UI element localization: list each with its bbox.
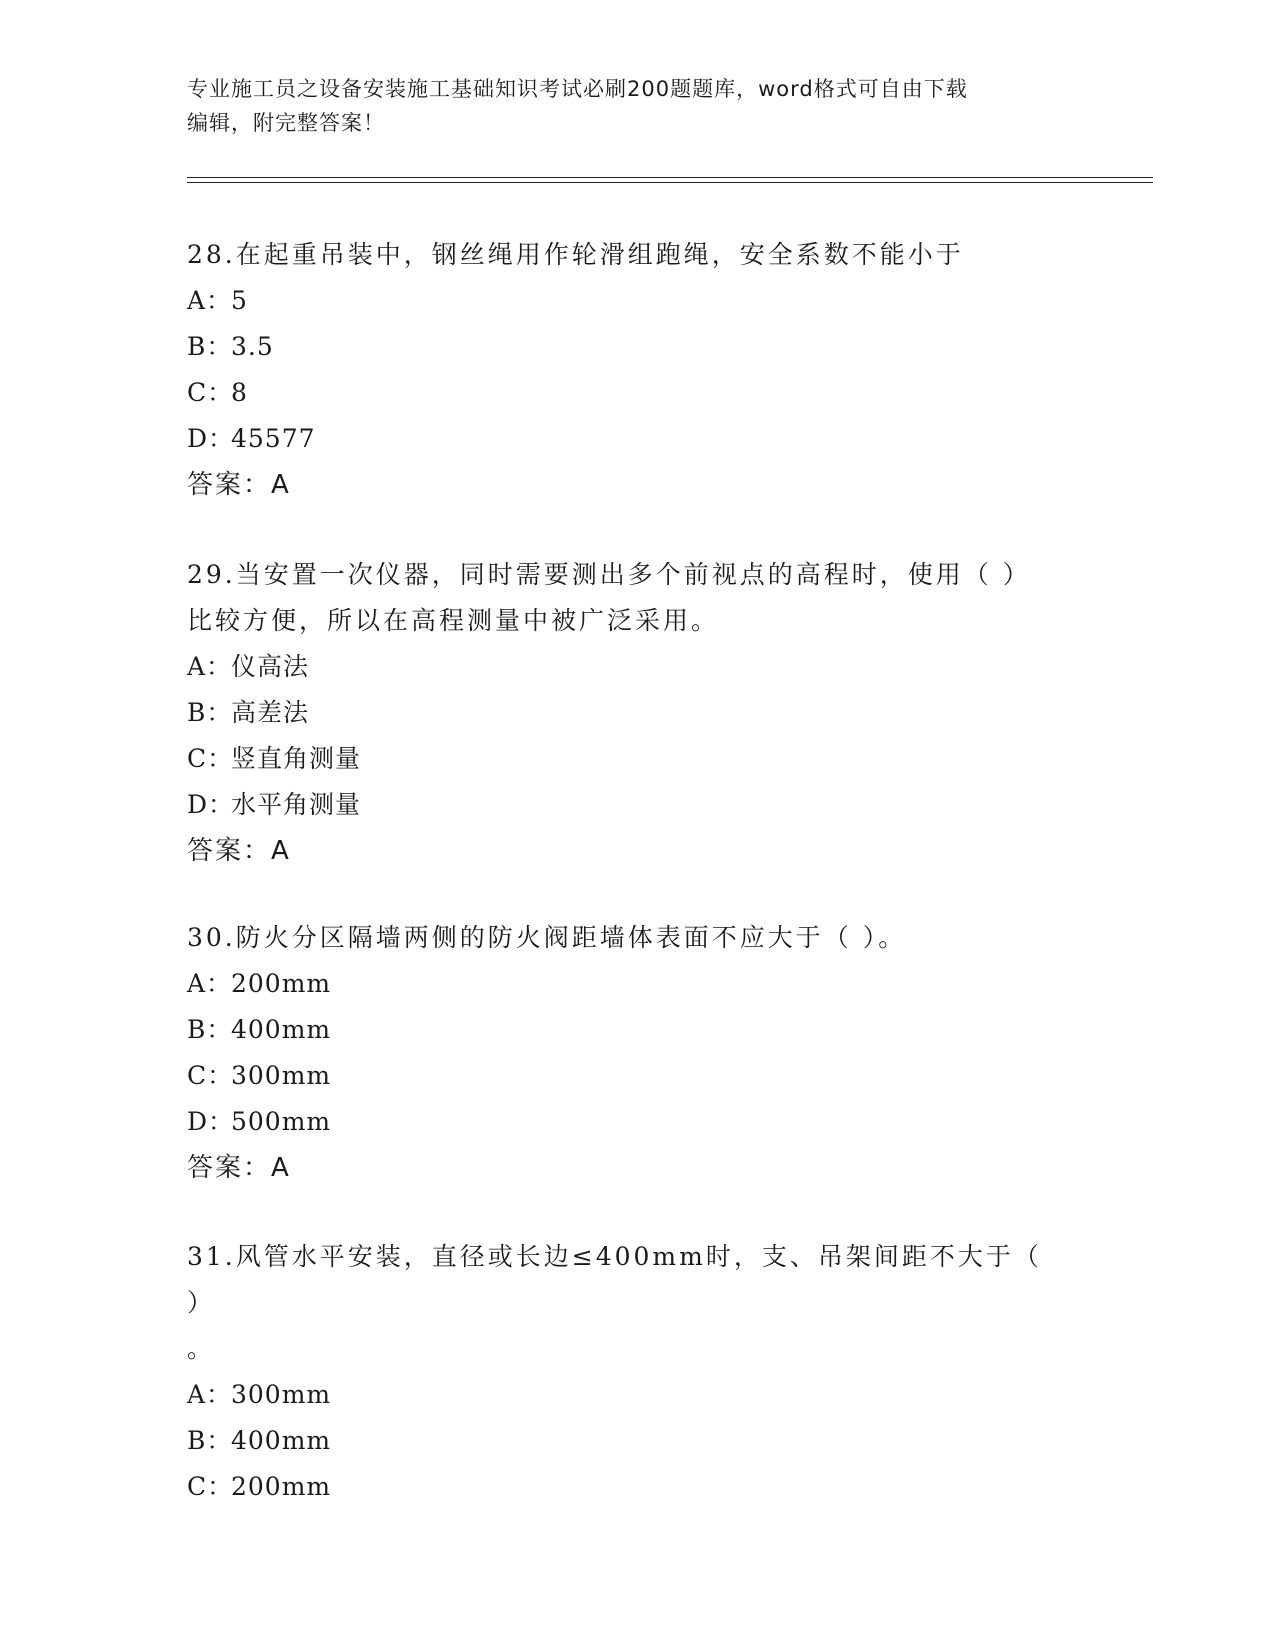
option-letter: C： bbox=[187, 378, 234, 407]
option-text: 500mm bbox=[231, 1107, 332, 1136]
option-letter: D： bbox=[187, 424, 235, 453]
header-line-1: 专业施工员之设备安装施工基础知识考试必刷200题题库，word格式可自由下载 bbox=[187, 77, 968, 101]
option-c bbox=[187, 1053, 1067, 1099]
option-text: 高差法 bbox=[231, 698, 310, 727]
option-letter: C： bbox=[187, 744, 234, 773]
question-stem-continued: 。 bbox=[187, 1334, 216, 1363]
option-letter: B： bbox=[187, 1426, 233, 1455]
answer: 答案：A bbox=[187, 836, 291, 866]
option-b bbox=[187, 690, 1067, 736]
option-a bbox=[187, 961, 1067, 1007]
option-d bbox=[187, 782, 1067, 828]
question-stem: 31.风管水平安装，直径或长边≤400mm时，支、吊架间距不大于（ ） bbox=[187, 1242, 1042, 1317]
option-text: 300mm bbox=[231, 1380, 332, 1409]
answer: 答案：A bbox=[187, 1153, 291, 1183]
option-c bbox=[187, 1464, 1067, 1510]
question-stem: 28.在起重吊装中，钢丝绳用作轮滑组跑绳，安全系数不能小于 bbox=[187, 240, 964, 269]
option-a bbox=[187, 644, 1067, 690]
option-d bbox=[187, 1099, 1067, 1145]
option-c bbox=[187, 736, 1067, 782]
option-text: 400mm bbox=[231, 1426, 332, 1455]
question-31 bbox=[187, 1234, 1067, 1510]
option-b bbox=[187, 1007, 1067, 1053]
question-stem-continued: 比较方便，所以在高程测量中被广泛采用。 bbox=[187, 606, 720, 635]
option-text: 仪高法 bbox=[231, 652, 310, 681]
option-letter: C： bbox=[187, 1472, 234, 1501]
option-letter: A： bbox=[187, 969, 233, 998]
option-text: 竖直角测量 bbox=[231, 744, 362, 773]
option-a bbox=[187, 278, 1067, 324]
option-d bbox=[187, 416, 1067, 462]
option-text: 200mm bbox=[231, 969, 332, 998]
question-28 bbox=[187, 232, 1067, 508]
header-divider-bottom bbox=[187, 182, 1153, 183]
option-letter: B： bbox=[187, 332, 233, 361]
option-letter: C： bbox=[187, 1061, 234, 1090]
option-letter: A： bbox=[187, 1380, 233, 1409]
question-stem: 30.防火分区隔墙两侧的防火阀距墙体表面不应大于（ ）。 bbox=[187, 923, 907, 952]
option-text: 8 bbox=[231, 378, 248, 407]
option-letter: B： bbox=[187, 1015, 233, 1044]
option-text: 400mm bbox=[231, 1015, 332, 1044]
option-letter: D： bbox=[187, 790, 235, 819]
option-letter: B： bbox=[187, 698, 233, 727]
question-30 bbox=[187, 915, 1067, 1191]
document-header bbox=[187, 72, 1067, 140]
answer: 答案：A bbox=[187, 470, 291, 500]
option-text: 45577 bbox=[231, 424, 316, 453]
option-letter: D： bbox=[187, 1107, 235, 1136]
header-divider-top bbox=[187, 177, 1153, 178]
header-line-2: 编辑，附完整答案！ bbox=[187, 111, 385, 135]
question-29 bbox=[187, 552, 1067, 874]
option-letter: A： bbox=[187, 286, 233, 315]
option-a bbox=[187, 1372, 1067, 1418]
option-text: 300mm bbox=[231, 1061, 332, 1090]
option-text: 3.5 bbox=[231, 332, 274, 361]
question-stem: 29.当安置一次仪器，同时需要测出多个前视点的高程时，使用（ ） bbox=[187, 560, 1031, 589]
option-b bbox=[187, 1418, 1067, 1464]
option-text: 200mm bbox=[231, 1472, 332, 1501]
option-b bbox=[187, 324, 1067, 370]
option-letter: A： bbox=[187, 652, 233, 681]
option-text: 水平角测量 bbox=[231, 790, 362, 819]
option-c bbox=[187, 370, 1067, 416]
option-text: 5 bbox=[231, 286, 248, 315]
